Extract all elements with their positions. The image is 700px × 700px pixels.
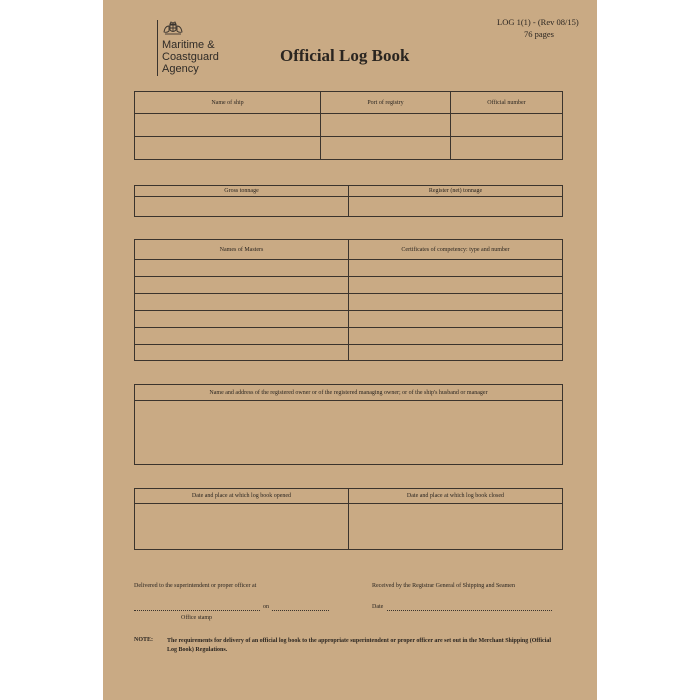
field-certificate[interactable]	[349, 294, 563, 311]
received-date-line[interactable]	[387, 610, 552, 611]
field-date-closed[interactable]	[349, 504, 563, 550]
masters-table	[134, 239, 563, 361]
field-date-opened[interactable]	[135, 504, 349, 550]
agency-line-1: Maritime &	[162, 39, 215, 51]
tonnage-table	[134, 185, 563, 217]
field-certificate[interactable]	[349, 328, 563, 345]
field-official-number-2[interactable]	[451, 137, 563, 160]
field-master-name[interactable]	[135, 311, 349, 328]
header-official-number: Official number	[451, 92, 563, 114]
field-name-of-ship-1[interactable]	[135, 114, 321, 137]
header-net-tonnage: Register (net) tonnage	[349, 186, 563, 197]
field-master-name[interactable]	[135, 345, 349, 361]
header-certificates: Certificates of competency: type and number	[349, 240, 563, 260]
field-name-of-ship-2[interactable]	[135, 137, 321, 160]
page-title: Official Log Book	[280, 46, 410, 65]
agency-line-2: Coastguard	[162, 51, 219, 63]
header-name-of-ship: Name of ship	[135, 92, 321, 114]
header-gross-tonnage: Gross tonnage	[135, 186, 349, 197]
field-master-name[interactable]	[135, 277, 349, 294]
field-master-name[interactable]	[135, 294, 349, 311]
owner-table	[134, 384, 563, 465]
form-code: LOG 1(1) - (Rev 08/15)	[497, 17, 579, 27]
field-net-tonnage[interactable]	[349, 197, 563, 217]
ship-details-table	[134, 91, 563, 160]
delivered-location-line[interactable]	[134, 610, 260, 611]
header-names-of-masters: Names of Masters	[135, 240, 349, 260]
header-port-of-registry: Port of registry	[321, 92, 451, 114]
delivered-date-line[interactable]	[272, 610, 329, 611]
date-label: Date	[372, 604, 384, 610]
field-certificate[interactable]	[349, 345, 563, 361]
field-certificate[interactable]	[349, 260, 563, 277]
form-reference	[497, 16, 587, 40]
note-text: The requirements for delivery of an official log book to the appropriate superintendent or proper officer are set out in the Merchant Shipping (Official Log Book) Regulations.	[167, 638, 552, 653]
office-stamp-label: Office stamp	[181, 615, 213, 621]
page-count: 76 pages	[524, 29, 554, 39]
received-label: Received by the Registrar General of Shipping and Seamen	[372, 583, 515, 589]
field-owner-address[interactable]	[135, 401, 563, 465]
royal-coat-of-arms-icon	[162, 20, 184, 36]
on-label: on	[263, 604, 269, 610]
field-port-of-registry-2[interactable]	[321, 137, 451, 160]
agency-divider	[157, 20, 158, 76]
field-certificate[interactable]	[349, 277, 563, 294]
field-gross-tonnage[interactable]	[135, 197, 349, 217]
note-label: NOTE:	[134, 637, 154, 643]
log-dates-table	[134, 488, 563, 550]
header-date-opened: Date and place at which log book opened	[135, 489, 349, 504]
field-master-name[interactable]	[135, 328, 349, 345]
field-official-number-1[interactable]	[451, 114, 563, 137]
field-certificate[interactable]	[349, 311, 563, 328]
header-date-closed: Date and place at which log book closed	[349, 489, 563, 504]
header-owner-address: Name and address of the registered owner or of the registered managing owner; or of the ship's husband or manager	[135, 385, 563, 401]
agency-line-3: Agency	[162, 63, 199, 75]
delivered-label: Delivered to the superintendent or proper officer at	[134, 583, 257, 589]
field-port-of-registry-1[interactable]	[321, 114, 451, 137]
field-master-name[interactable]	[135, 260, 349, 277]
agency-name	[162, 39, 219, 75]
